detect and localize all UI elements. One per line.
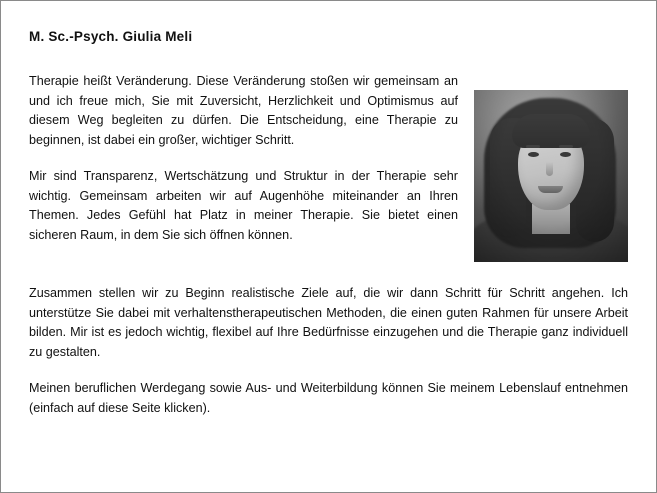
portrait-photo — [474, 90, 628, 262]
paragraph-values: Mir sind Transparenz, Wertschätzung und Struktur in der Therapie sehr wichtig. Gemeinsam arbeiten wir auf Augenhöhe miteinander an Ihren Themen. Jedes Gefühl hat Platz in meiner Therapie. Sie bietet einen sicheren Raum, in dem Sie sich öffnen können. — [29, 169, 458, 242]
page-title: M. Sc.-Psych. Giulia Meli — [29, 29, 193, 44]
paragraph-intro: Therapie heißt Veränderung. Diese Veränderung stoßen wir gemeinsam an und ich freue mich, Sie mit Zuversicht, Herzlichkeit und Optimismus auf diesem Weg begleiten zu dürfen. Die Entscheidung, eine Therapie zu beginnen, ist dabei ein großer, wichtiger Schritt. — [29, 74, 458, 147]
paragraph-goals: Zusammen stellen wir zu Beginn realistische Ziele auf, die wir dann Schritt für Schritt angehen. Ich unterstütze Sie dabei mit verhaltenstherapeutischen Methoden, die einen guten Rahmen für unsere Arbeit bilden. Mir ist es jedoch wichtig, flexibel auf Ihre Bedürfnisse einzugehen und die Therapie ganz individuell zu gestalten. — [29, 286, 628, 359]
document-content — [29, 29, 628, 472]
portrait-vignette — [474, 90, 628, 262]
float-clear — [29, 262, 628, 272]
vertical-spacer — [29, 272, 628, 284]
paragraph-cv-link[interactable]: Meinen beruflichen Werdegang sowie Aus- und Weiterbildung können Sie meinem Lebenslauf entnehmen (einfach auf diese Seite klicken). — [29, 381, 628, 415]
portrait-image — [474, 90, 628, 262]
